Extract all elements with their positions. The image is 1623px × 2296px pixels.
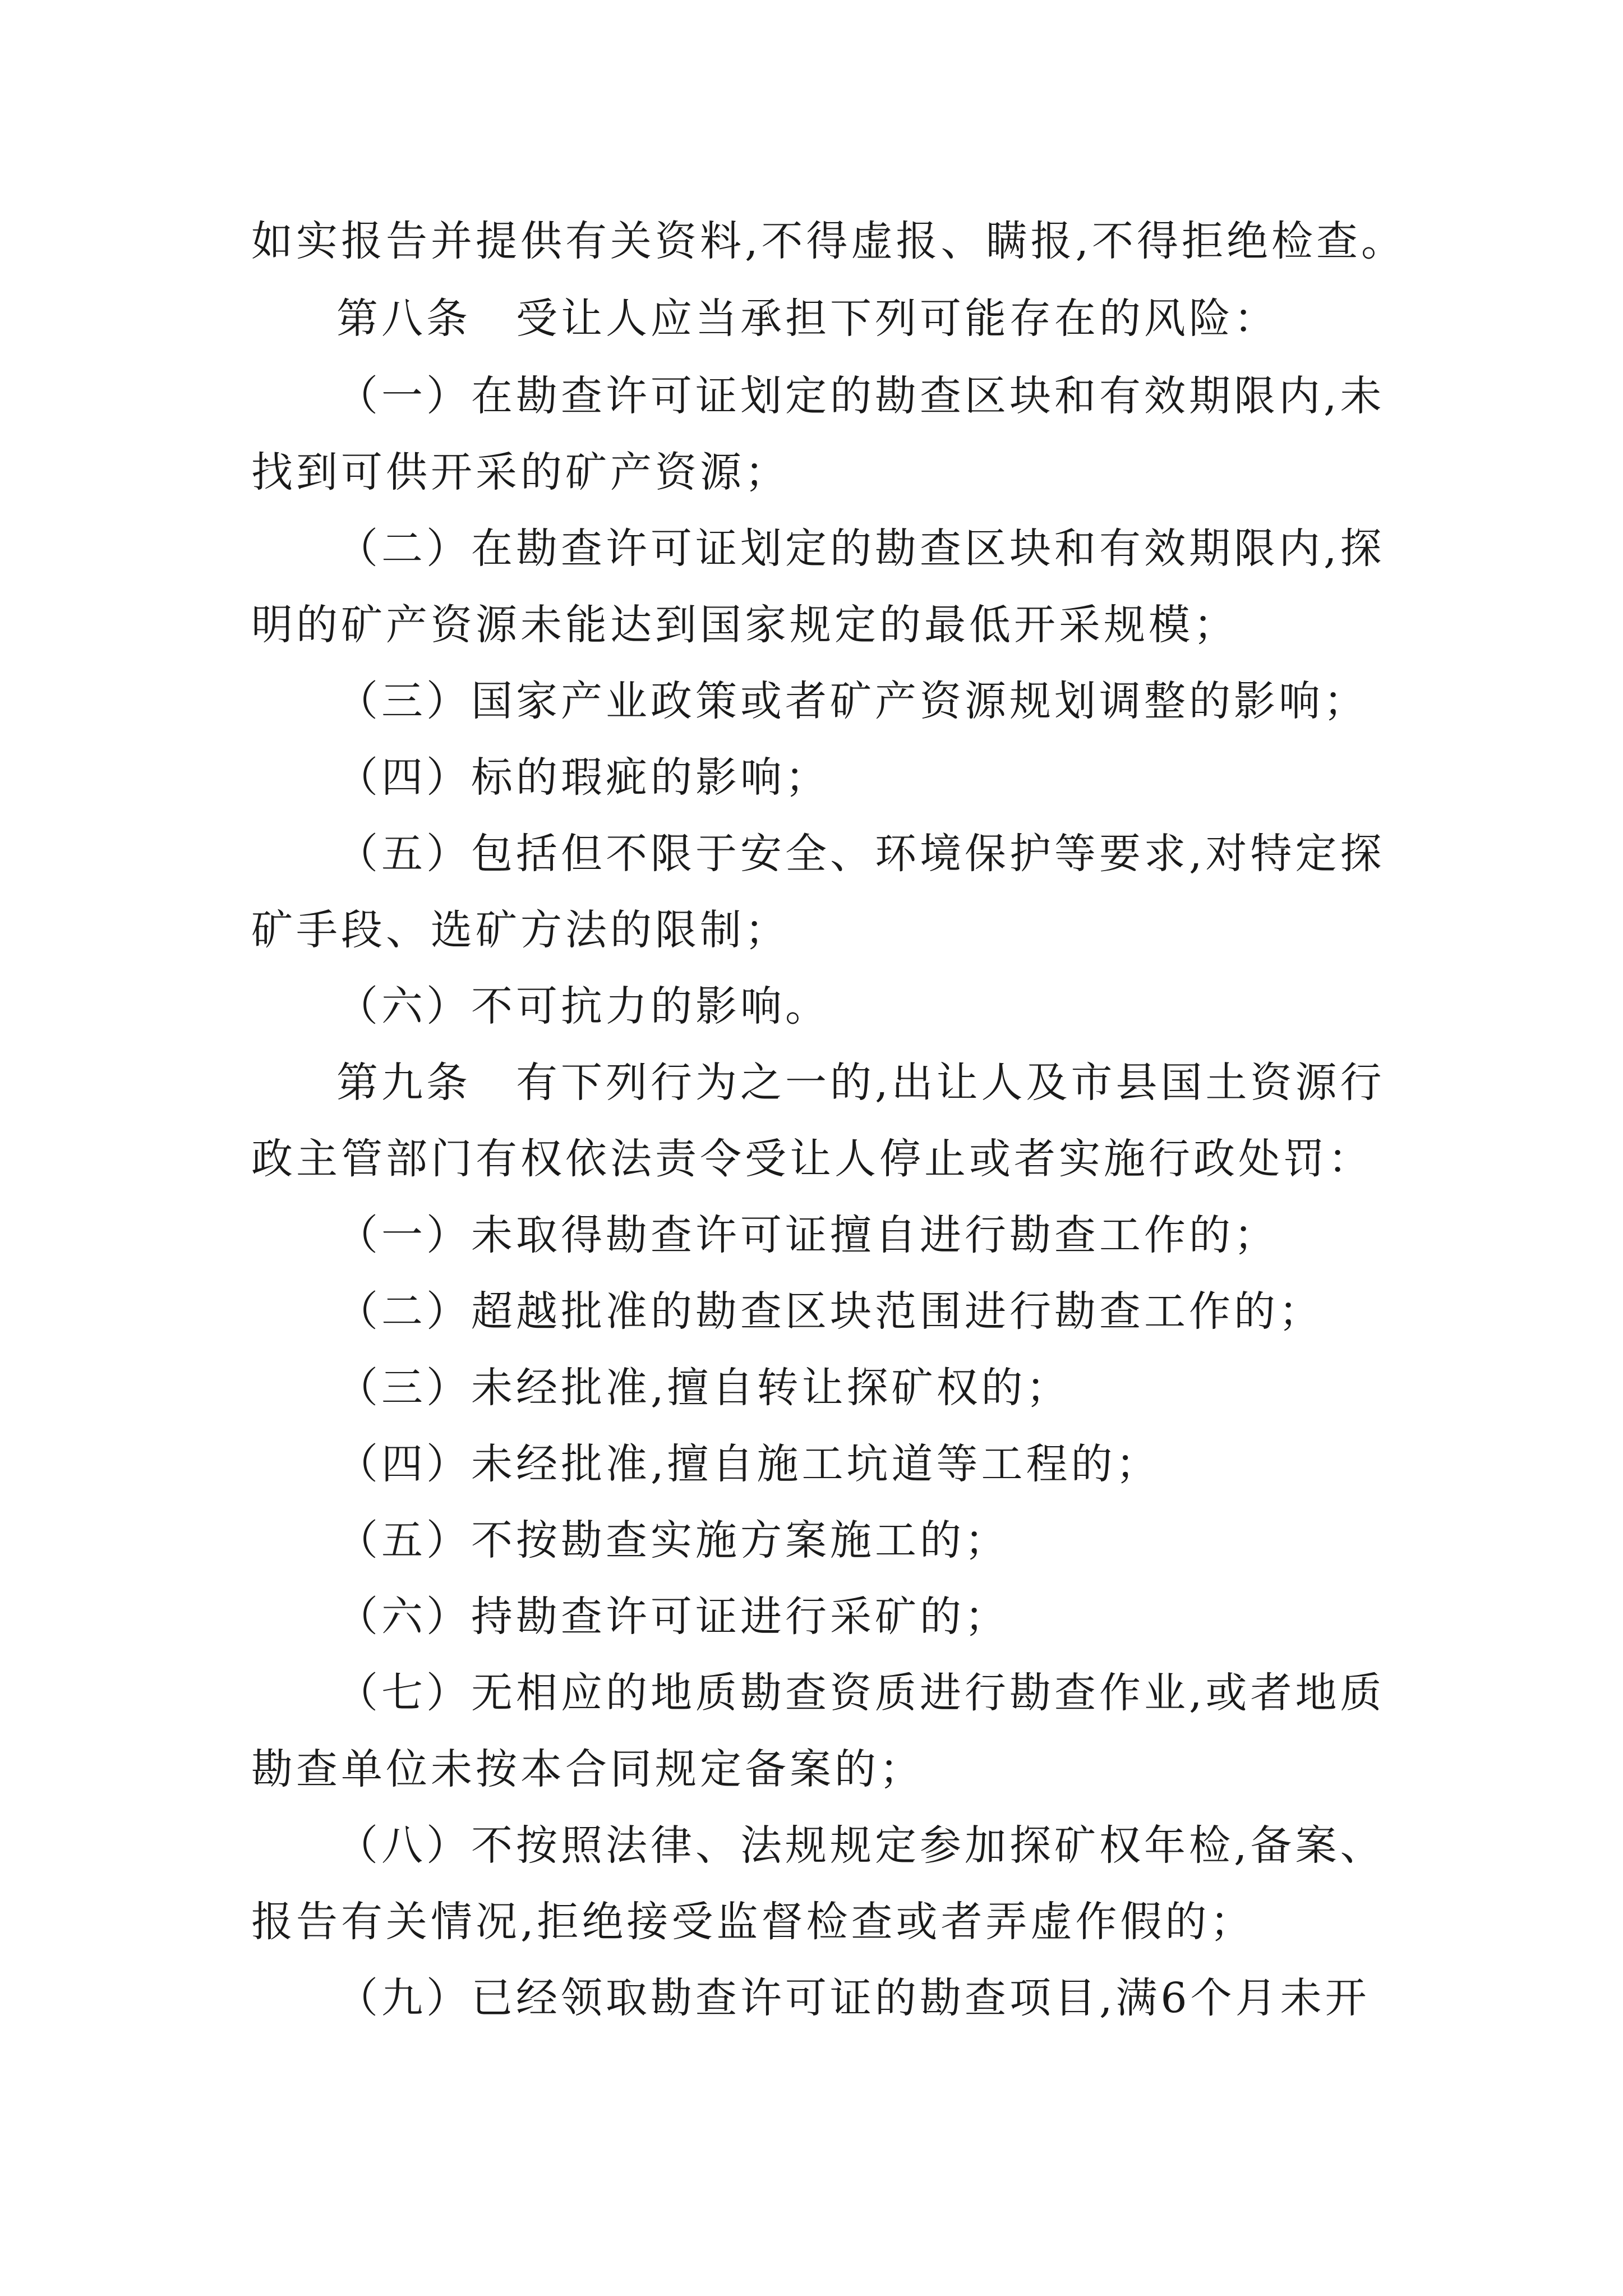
text-line: （八）不按照法律、法规规定参加探矿权年检,备案、 (336, 1821, 1385, 1870)
text-line: （七）无相应的地质勘查资质进行勘查作业,或者地质 (336, 1669, 1385, 1717)
text-line: （六）不可抗力的影响。 (336, 982, 830, 1030)
text-line: （九）已经领取勘查许可证的勘查项目,满6个月未开 (336, 1974, 1370, 2022)
text-line: （一）未取得勘查许可证擅自进行勘查工作的； (336, 1211, 1279, 1259)
text-line: 勘查单位未按本合同规定备案的； (251, 1745, 924, 1793)
text-line: 找到可供开采的矿产资源； (251, 448, 790, 496)
article-label: 第八条 (336, 295, 471, 343)
text-line: （五）包括但不限于安全、环境保护等要求,对特定探 (336, 830, 1385, 878)
article-text: 有下列行为之一的,出让人及市县国土资源行 (516, 1059, 1385, 1107)
text-line: （五）不按勘查实施方案施工的； (336, 1516, 1009, 1565)
article-8-heading (336, 291, 1279, 347)
article-label: 第九条 (336, 1059, 471, 1107)
text-line: （二）超越批准的勘查区块范围进行勘查工作的； (336, 1287, 1324, 1336)
article-text: 受让人应当承担下列可能存在的风险： (516, 295, 1279, 343)
text-line: （一）在勘查许可证划定的勘查区块和有效期限内,未 (336, 372, 1385, 420)
text-line: 政主管部门有权依法责令受让人停止或者实施行政处罚： (251, 1135, 1373, 1183)
text-line: 如实报告并提供有关资料,不得虚报、瞒报,不得拒绝检查。 (251, 217, 1407, 265)
text-line: 矿手段、选矿方法的限制； (251, 906, 790, 954)
text-line: （六）持勘查许可证进行采矿的； (336, 1593, 1009, 1641)
text-line: （二）在勘查许可证划定的勘查区块和有效期限内,探 (336, 524, 1385, 573)
article-9-heading (336, 1055, 1385, 1111)
text-line: （三）未经批准,擅自转让探矿权的； (336, 1364, 1071, 1412)
text-line: （三）国家产业政策或者矿产资源规划调整的影响； (336, 677, 1368, 725)
text-line: （四）未经批准,擅自施工坑道等工程的； (336, 1440, 1161, 1488)
text-line: 报告有关情况,拒绝接受监督检查或者弄虚作假的； (251, 1898, 1255, 1946)
text-line: 明的矿产资源未能达到国家规定的最低开采规模； (251, 601, 1238, 649)
text-line: （四）标的瑕疵的影响； (336, 753, 830, 802)
